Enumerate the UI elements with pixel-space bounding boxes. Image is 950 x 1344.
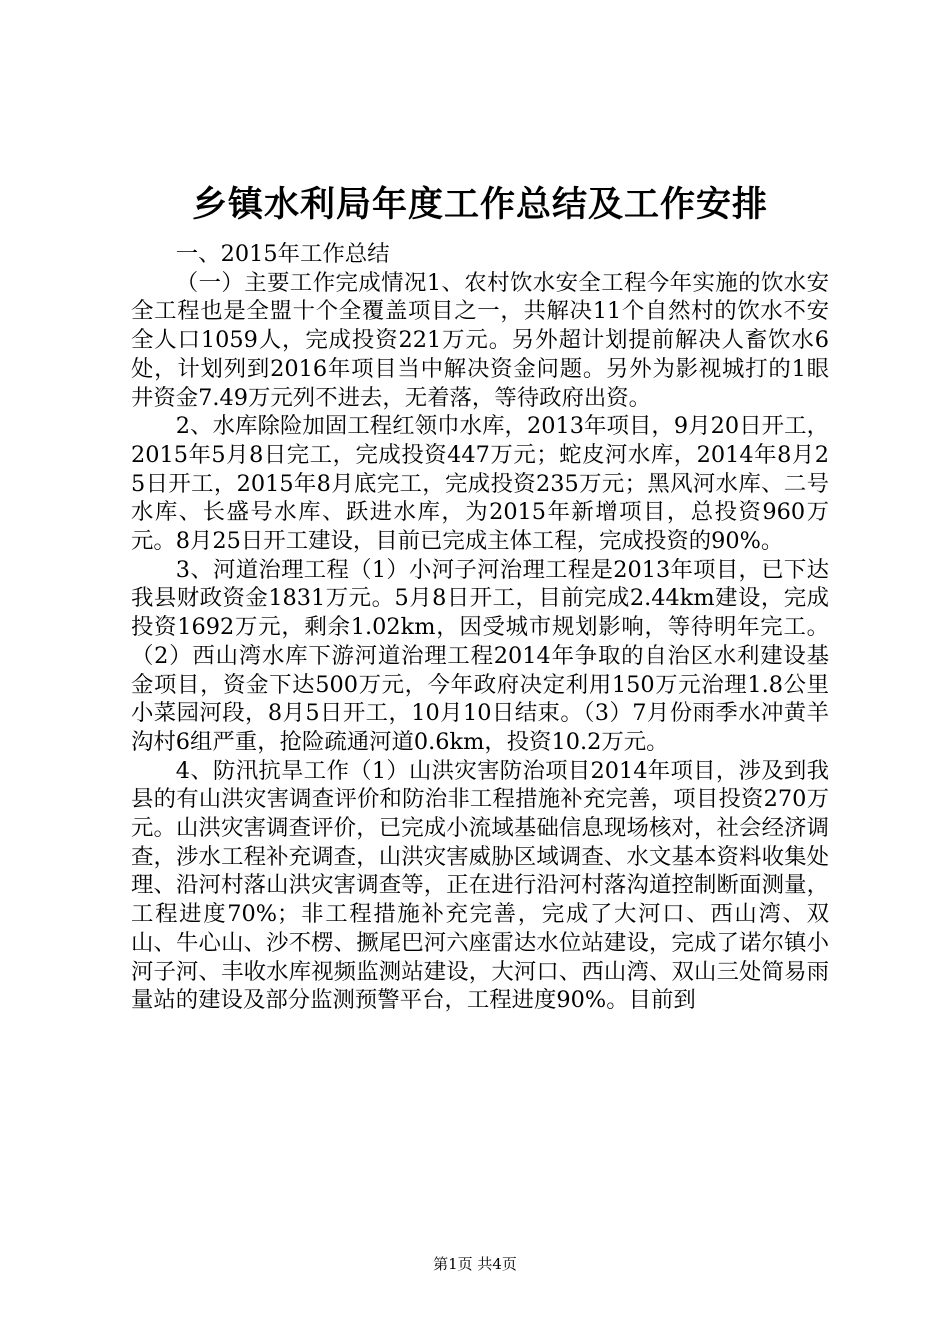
paragraph-flood-control: 4、防汛抗旱工作（1）山洪灾害防治项目2014年项目，涉及到我县的有山洪灾害调查评价和防治非工程措施补充完善，项目投资270万元。山洪灾害调查评价，已完成小流域基础信息现场核对，社会经济调查，涉水工程补充调查，山洪灾害威胁区域调查、水文基本资料收集处理、沿河村落山洪灾害调查等，正在进行沿河村落沟道控制断面测量，工程进度70%；非工程措施补充完善，完成了大河口、西山湾、双山、牛心山、沙不楞、撅尾巴河六座雷达水位站建设，完成了诺尔镇小河子河、丰收水库视频监测站建设，大河口、西山湾、双山三处简易雨量站的建设及部分监测预警平台，工程进度90%。目前到 [131, 757, 829, 1014]
paragraph-drinking-water: （一）主要工作完成情况1、农村饮水安全工程今年实施的饮水安全工程也是全盟十个全覆盖项目之一，共解决11个自然村的饮水不安全人口1059人，完成投资221万元。另外超计划提前解决人畜饮水6处，计划列到2016年项目当中解决资金问题。另外为影视城打的1眼井资金7.49万元列不进去，无着落，等待政府出资。 [131, 269, 829, 411]
paragraph-reservoir: 2、水库除险加固工程红领巾水库，2013年项目，9月20日开工，2015年5月8日完工，完成投资447万元；蛇皮河水库，2014年8月25日开工，2015年8月底完工，完成投资235万元；黑风河水库、二号水库、长盛号水库、跃进水库，为2015年新增项目，总投资960万元。8月25日开工建设，目前已完成主体工程，完成投资的90%。 [131, 413, 829, 555]
document-page [131, 180, 829, 1015]
paragraph-river-governance: 3、河道治理工程（1）小河子河治理工程是2013年项目，已下达我县财政资金1831万元。5月8日开工，目前完成2.44km建设，完成投资1692万元，剩余1.02km，因受城市规划影响，等待明年完工。（2）西山湾水库下游河道治理工程2014年争取的自治区水利建设基金项目，资金下达500万元，今年政府决定利用150万元治理1.8公里小菜园河段，8月5日开工，10月10日结束。（3）7月份雨季水冲黄羊沟村6组严重，抢险疏通河道0.6km，投资10.2万元。 [131, 556, 829, 755]
document-title: 乡镇水利局年度工作总结及工作安排 [191, 184, 768, 225]
section-heading: 一、2015年工作总结 [175, 241, 390, 267]
page-footer: 第1页 共4页 [433, 1255, 517, 1273]
